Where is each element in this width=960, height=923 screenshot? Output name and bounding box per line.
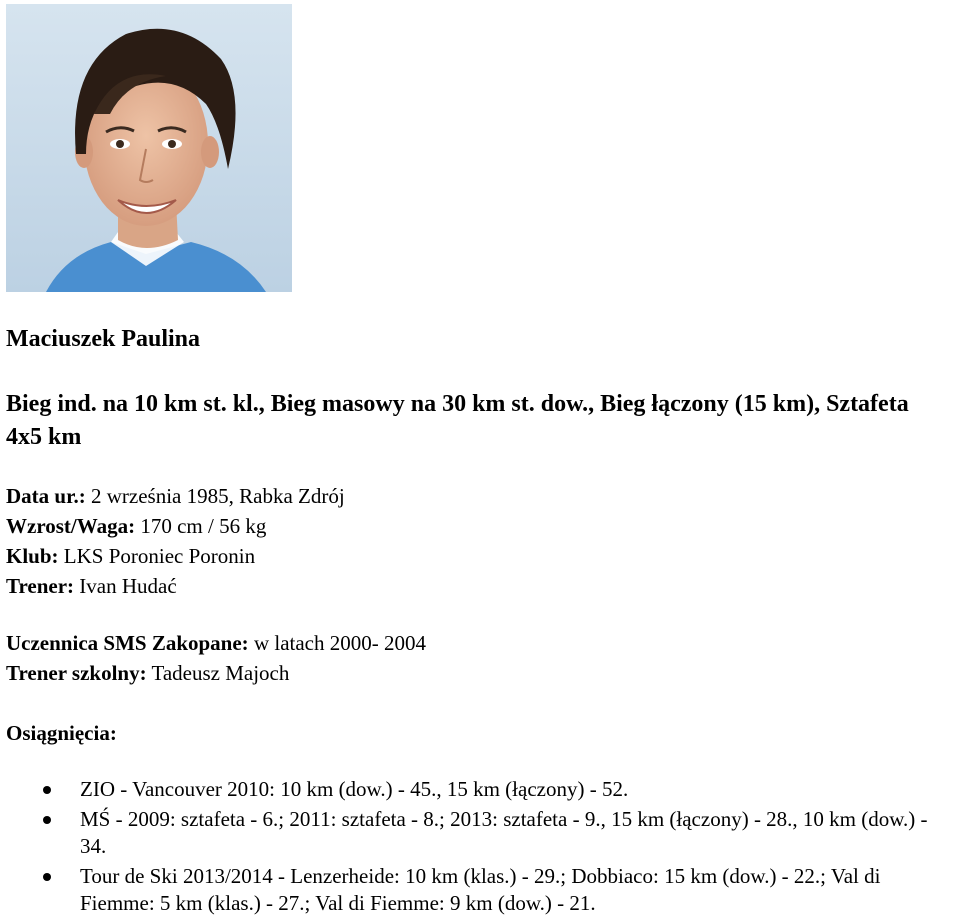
- list-item: [0, 863, 955, 917]
- bullet-icon: [43, 786, 51, 794]
- club-label: Klub:: [6, 544, 59, 568]
- height-weight-value: 170 cm / 56 kg: [135, 514, 267, 538]
- list-item: [0, 776, 955, 803]
- list-item: [0, 806, 955, 860]
- achievements-list: [0, 776, 955, 920]
- coach-value: Ivan Hudać: [74, 574, 177, 598]
- school-coach-value: Tadeusz Majoch: [146, 661, 290, 685]
- athlete-events: Bieg ind. na 10 km st. kl., Bieg masowy na 30 km st. dow., Bieg łączony (15 km), Sztafeta 4x5 km: [6, 391, 909, 450]
- athlete-portrait-image: [6, 4, 292, 292]
- achievement-text: Tour de Ski 2013/2014 - Lenzerheide: 10 km (klas.) - 29.; Dobbiaco: 15 km (dow.) - 22.; Val di Fiemme: 5 km (klas.) - 27.; Val di Fiemme: 9 km (dow.) - 21.: [80, 864, 881, 915]
- club-value: LKS Poroniec Poronin: [58, 544, 256, 568]
- bullet-icon: [43, 816, 51, 824]
- school-student-value: w latach 2000- 2004: [248, 631, 426, 655]
- birth-label: Data ur.:: [6, 484, 86, 508]
- school-student-label: Uczennica SMS Zakopane:: [6, 631, 249, 655]
- achievement-text: ZIO - Vancouver 2010: 10 km (dow.) - 45., 15 km (łączony) - 52.: [80, 777, 629, 801]
- achievements-title: Osiągnięcia:: [6, 721, 117, 745]
- school-coach-row: [6, 658, 426, 688]
- coach-row: [6, 571, 345, 601]
- club-row: [6, 541, 345, 571]
- coach-label: Trener:: [6, 574, 75, 598]
- school-info: [6, 628, 426, 688]
- personal-info: [6, 481, 345, 601]
- height-weight-label: Wzrost/Waga:: [6, 514, 136, 538]
- athlete-photo: [6, 4, 292, 292]
- birth-value: 2 września 1985, Rabka Zdrój: [85, 484, 345, 508]
- achievement-text: MŚ - 2009: sztafeta - 6.; 2011: sztafeta - 8.; 2013: sztafeta - 9., 15 km (łączony) - 28., 10 km (dow.) - 34.: [80, 807, 928, 858]
- school-student-row: [6, 628, 426, 658]
- school-coach-label: Trener szkolny:: [6, 661, 147, 685]
- height-weight-row: [6, 511, 345, 541]
- bullet-icon: [43, 873, 51, 881]
- birth-row: [6, 481, 345, 511]
- athlete-name: Maciuszek Paulina: [6, 326, 201, 352]
